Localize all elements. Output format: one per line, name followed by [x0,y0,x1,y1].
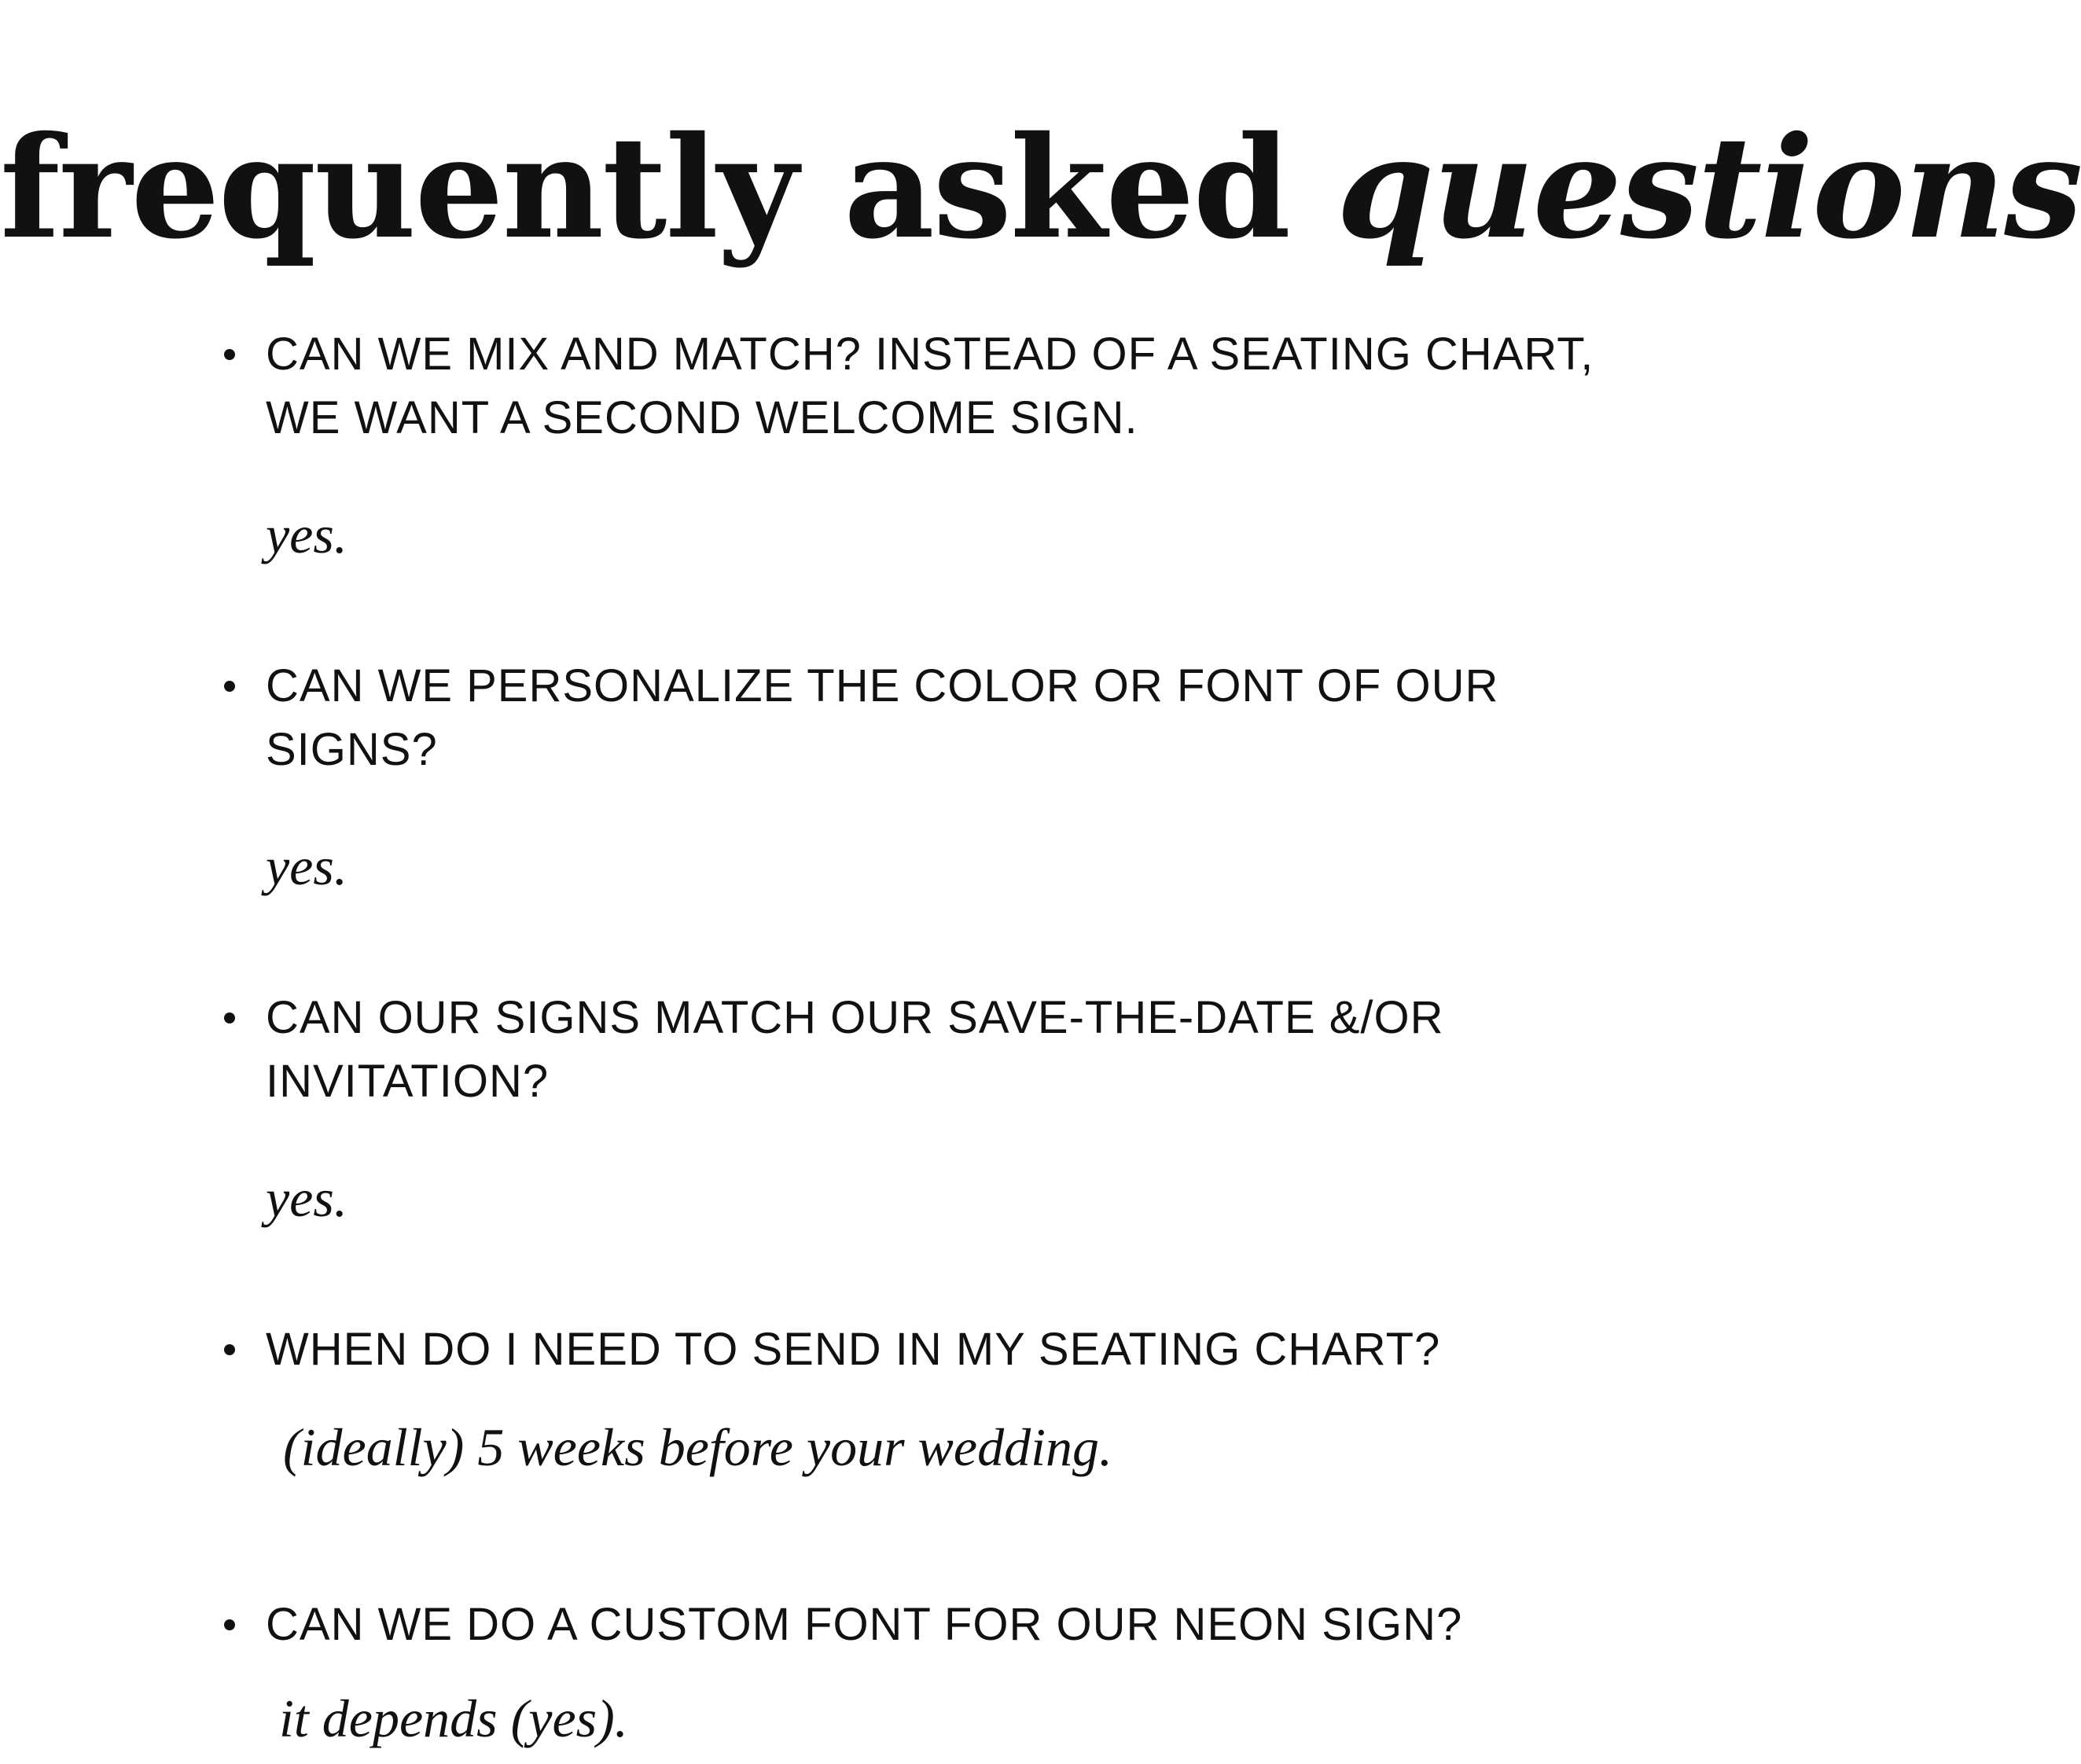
faq-answer: yes. [266,505,347,564]
faq-question: CAN OUR SIGNS MATCH OUR SAVE-THE-DATE &/OR INVITATION? [266,992,1444,1107]
faq-answer: yes. [266,1168,347,1228]
faq-question: WHEN DO I NEED TO SEND IN MY SEATING CHART? [266,1324,1441,1375]
bullet-icon [224,1619,235,1630]
faq-question: CAN WE DO A CUSTOM FONT FOR OUR NEON SIGN? [266,1599,1463,1650]
bullet-icon [224,681,235,692]
faq-answer: yes. [266,836,347,896]
title-italic: questions [1336,105,2081,270]
faq-question: CAN WE MIX AND MATCH? INSTEAD OF A SEATING CHART, WE WANT A SECOND WELCOME SIGN. [266,329,1594,443]
faq-answer: (ideally) 5 weeks before your wedding. [283,1417,1112,1477]
bullet-icon [224,1012,235,1023]
title-plain: frequently asked [0,105,1336,270]
faq-answer: it depends (yes). [279,1689,628,1748]
faq-question: CAN WE PERSONALIZE THE COLOR OR FONT OF OUR SIGNS? [266,660,1499,775]
bullet-icon [224,349,235,360]
bullet-icon [224,1344,235,1355]
